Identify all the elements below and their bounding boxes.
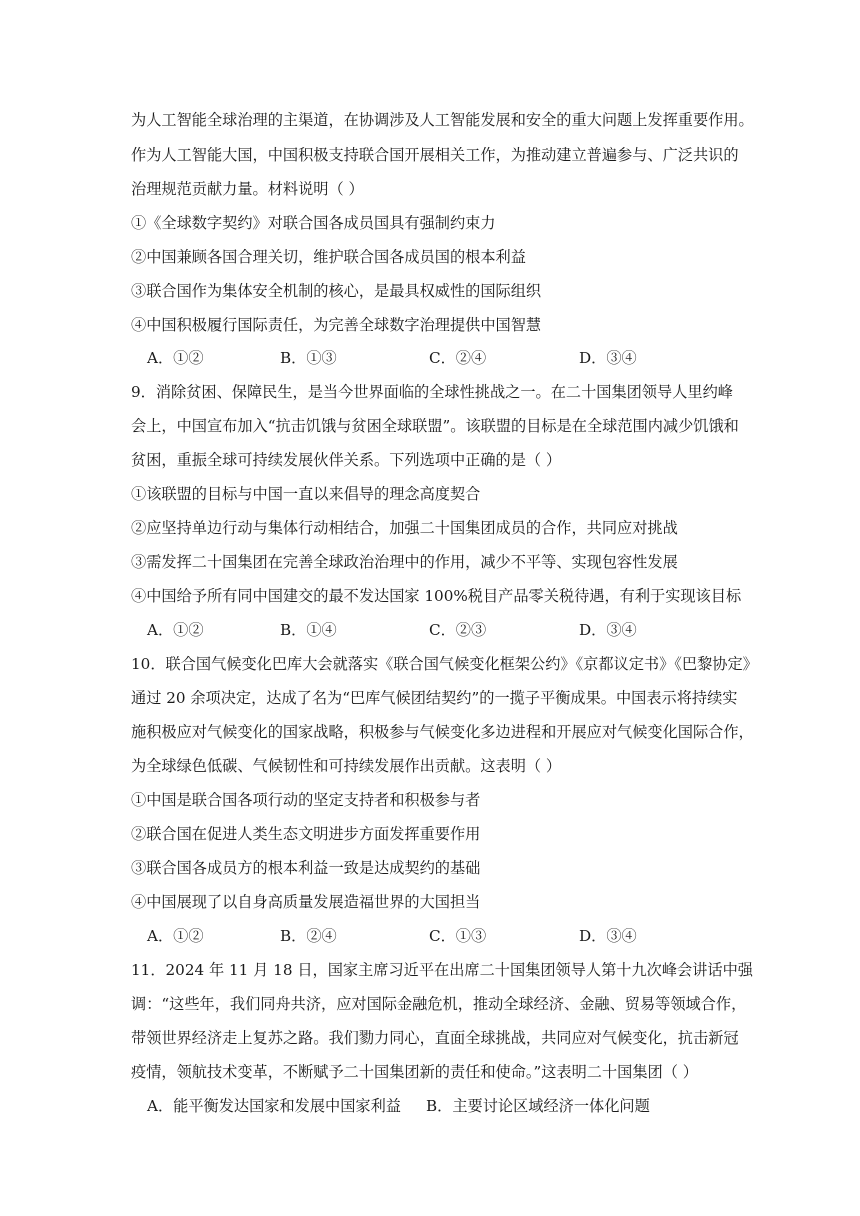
- q11-option-b[interactable]: B．主要讨论区域经济一体化问题: [426, 1097, 650, 1115]
- q10-item-2: ②联合国在促进人类生态文明进步方面发挥重要作用: [131, 825, 481, 843]
- q9-item-2: ②应坚持单边行动与集体行动相结合，加强二十国集团成员的合作，共同应对挑战: [131, 519, 678, 537]
- q11-stem-line-3: 带领世界经济走上复苏之路。我们勠力同心，直面全球挑战，共同应对气候变化，抗击新冠: [131, 1029, 739, 1047]
- q9-stem-line-3: 贫困，重振全球可持续发展伙伴关系。下列选项中正确的是（ ）: [131, 451, 562, 469]
- q11-stem-line-2: 调：“这些年，我们同舟共济，应对国际金融危机，推动全球经济、金融、贸易等领域合作，: [131, 995, 747, 1013]
- q10-option-d[interactable]: D．③④: [579, 927, 637, 945]
- q10-item-3: ③联合国各成员方的根本利益一致是达成契约的基础: [131, 859, 481, 877]
- q8-stem-line-2: 作为人工智能大国，中国积极支持联合国开展相关工作，为推动建立普遍参与、广泛共识的: [131, 146, 739, 164]
- q9-item-4: ④中国给予所有同中国建交的最不发达国家 100%税目产品零关税待遇，有利于实现该目标: [131, 587, 742, 605]
- q8-option-d[interactable]: D．③④: [579, 349, 637, 367]
- q10-option-c[interactable]: C．①③: [429, 927, 487, 945]
- q9-item-1: ①该联盟的目标与中国一直以来倡导的理念高度契合: [131, 485, 481, 503]
- q8-option-b[interactable]: B．①③: [280, 349, 337, 367]
- q8-option-c[interactable]: C．②④: [429, 349, 487, 367]
- q9-stem-line-1: 9．消除贫困、保障民生，是当今世界面临的全球性挑战之一。在二十国集团领导人里约峰: [131, 383, 733, 401]
- q8-item-1: ①《全球数字契约》对联合国各成员国具有强制约束力: [131, 214, 496, 232]
- q11-stem-line-1: 11．2024 年 11 月 18 日，国家主席习近平在出席二十国集团领导人第十九次峰会讲话中强: [131, 961, 753, 979]
- q11-stem-line-4: 疫情，领航技术变革，不断赋予二十国集团新的责任和使命。”这表明二十国集团（ ）: [131, 1063, 698, 1081]
- q9-option-a[interactable]: A．①②: [147, 621, 204, 639]
- q8-stem-line-1: 为人工智能全球治理的主渠道，在协调涉及人工智能发展和安全的重大问题上发挥重要作用。: [131, 111, 754, 129]
- q10-item-1: ①中国是联合国各项行动的坚定支持者和积极参与者: [131, 791, 481, 809]
- q10-option-a[interactable]: A．①②: [147, 927, 204, 945]
- q9-option-d[interactable]: D．③④: [579, 621, 637, 639]
- q9-option-c[interactable]: C．②③: [429, 621, 487, 639]
- q8-option-a[interactable]: A．①②: [147, 349, 204, 367]
- q10-stem-line-3: 施积极应对气候变化的国家战略，积极参与气候变化多边进程和开展应对气候变化国际合作，: [131, 723, 754, 741]
- q10-item-4: ④中国展现了以自身高质量发展造福世界的大国担当: [131, 893, 481, 911]
- q9-option-b[interactable]: B．①④: [280, 621, 337, 639]
- q8-stem-line-3: 治理规范贡献力量。材料说明（ ）: [131, 180, 364, 198]
- q8-item-3: ③联合国作为集体安全机制的核心，是最具权威性的国际组织: [131, 282, 542, 300]
- q8-item-4: ④中国积极履行国际责任，为完善全球数字治理提供中国智慧: [131, 316, 542, 334]
- q10-stem-line-4: 为全球绿色低碳、气候韧性和可持续发展作出贡献。这表明（ ）: [131, 757, 562, 775]
- q8-item-2: ②中国兼顾各国合理关切，维护联合国各成员国的根本利益: [131, 248, 526, 266]
- q11-option-a[interactable]: A．能平衡发达国家和发展中国家利益: [147, 1097, 401, 1115]
- q9-stem-line-2: 会上，中国宣布加入“抗击饥饿与贫困全球联盟”。该联盟的目标是在全球范围内减少饥饿和: [131, 417, 739, 435]
- q9-item-3: ③需发挥二十国集团在完善全球政治治理中的作用，减少不平等、实现包容性发展: [131, 553, 678, 571]
- q10-stem-line-2: 通过 20 余项决定，达成了名为“巴库气候团结契约”的一揽子平衡成果。中国表示将持续实: [131, 689, 738, 707]
- q10-option-b[interactable]: B．②④: [280, 927, 337, 945]
- q10-stem-line-1: 10．联合国气候变化巴库大会就落实《联合国气候变化框架公约》《京都议定书》《巴黎协定》: [131, 655, 758, 673]
